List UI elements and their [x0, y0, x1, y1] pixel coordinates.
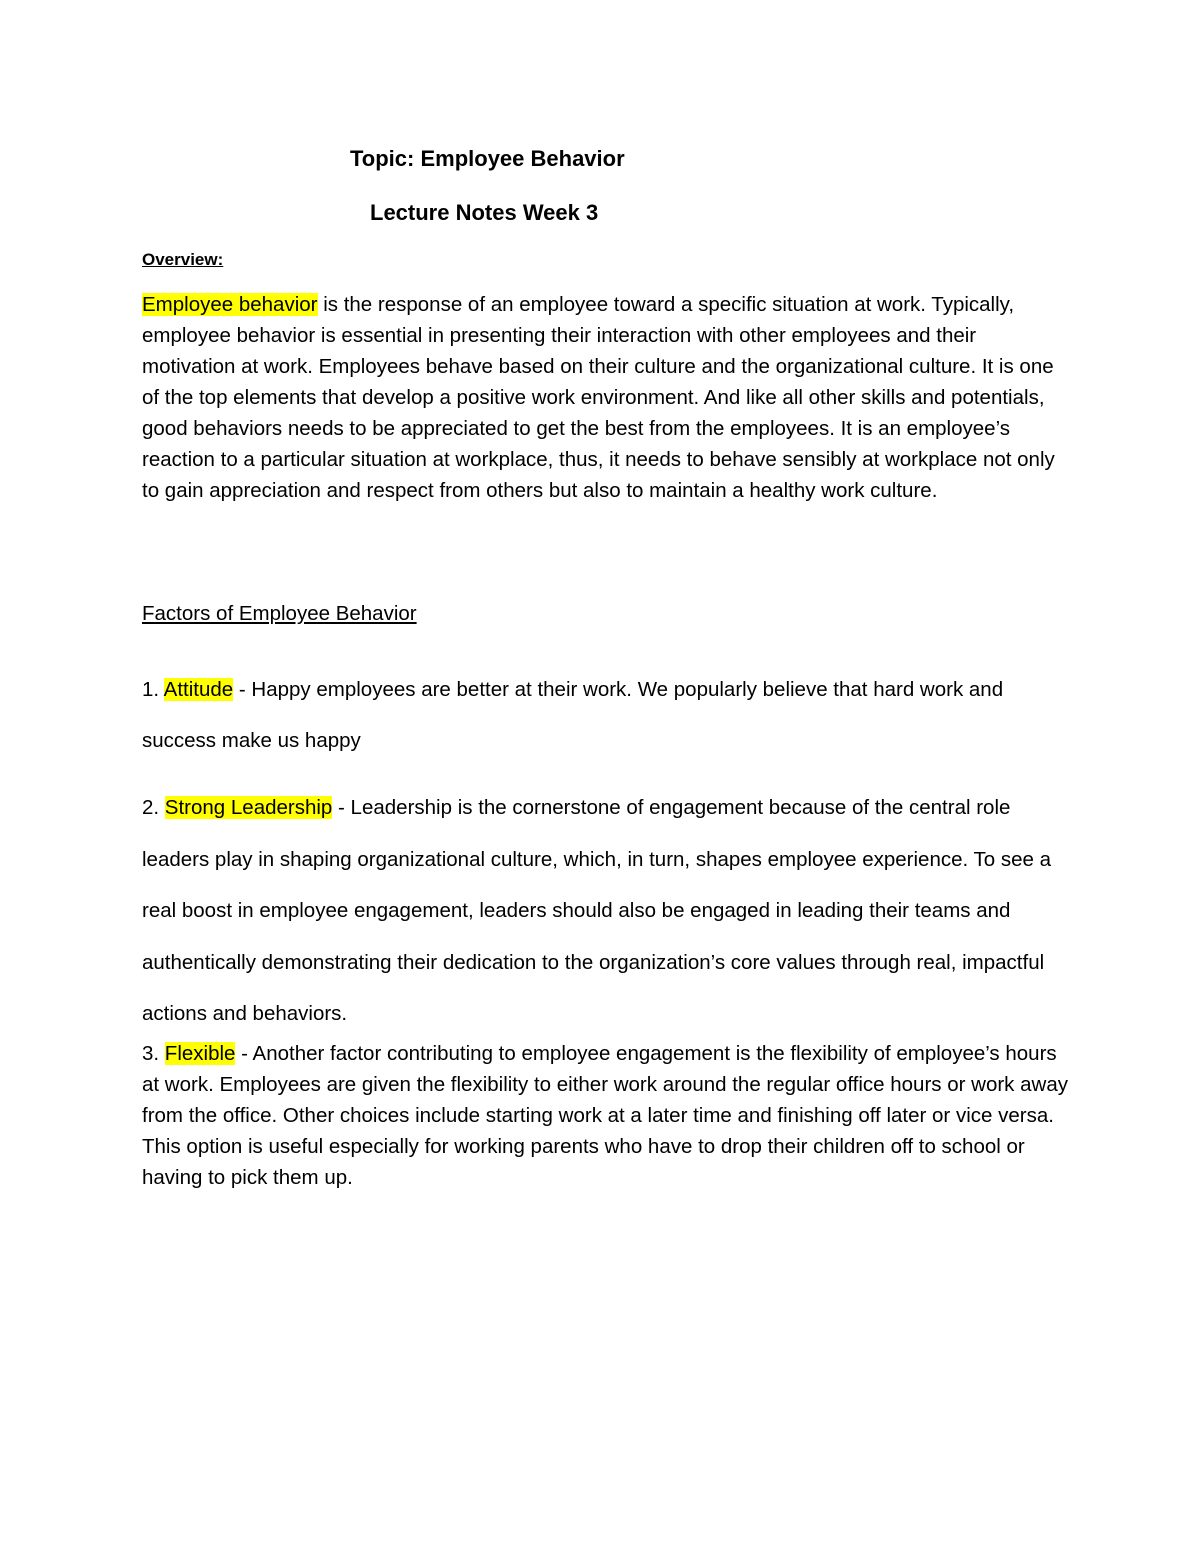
factor-number: 3.	[142, 1042, 165, 1065]
overview-heading: Overview:	[142, 250, 224, 269]
document-subtitle: Lecture Notes Week 3	[370, 200, 599, 225]
factor-number: 1.	[142, 678, 164, 701]
factor-item-strong-leadership	[142, 782, 1072, 1040]
factors-heading: Factors of Employee Behavior	[142, 602, 417, 625]
factor-text: - Happy employees are better at their work. We popularly believe that hard work and success make us happy	[142, 678, 1004, 752]
factor-highlighted-term: Attitude	[163, 678, 234, 701]
overview-paragraph	[142, 289, 1072, 506]
factor-number: 2.	[142, 796, 165, 819]
document-title: Topic: Employee Behavior	[350, 146, 625, 171]
factor-highlighted-term: Flexible	[164, 1042, 236, 1065]
factor-highlighted-term: Strong Leadership	[164, 796, 333, 819]
factor-text: - Leadership is the cornerstone of engagement because of the central role leaders play in shaping organizational culture, which, in turn, shapes employee experience. To see a real boost in employee engagement, leaders should also be engaged in leading their teams and authentically demonstrating their dedication to the organization’s core values through real, impactful actions and behaviors.	[142, 796, 1052, 1025]
factor-item-attitude	[142, 664, 1072, 766]
factor-item-flexible	[142, 1038, 1072, 1193]
factor-text: - Another factor contributing to employee engagement is the flexibility of employee’s hours at work. Employees are given the flexibility to either work around the regular office hours or work away from the office. Other choices include starting work at a later time and finishing off later or vice versa. This option is useful especially for working parents who have to drop their children off to school or having to pick them up.	[142, 1042, 1068, 1189]
overview-text: is the response of an employee toward a specific situation at work. Typically, employee behavior is essential in presenting their interaction with other employees and their motivation at work. Employees behave based on their culture and the organizational culture. It is one of the top elements that develop a positive work environment. And like all other skills and potentials, good behaviors needs to be appreciated to get the best from the employees. It is an employee’s reaction to a particular situation at workplace, thus, it needs to behave sensibly at workplace not only to gain appreciation and respect from others but also to maintain a healthy work culture.	[142, 293, 1055, 502]
overview-highlighted-term: Employee behavior	[142, 293, 318, 316]
